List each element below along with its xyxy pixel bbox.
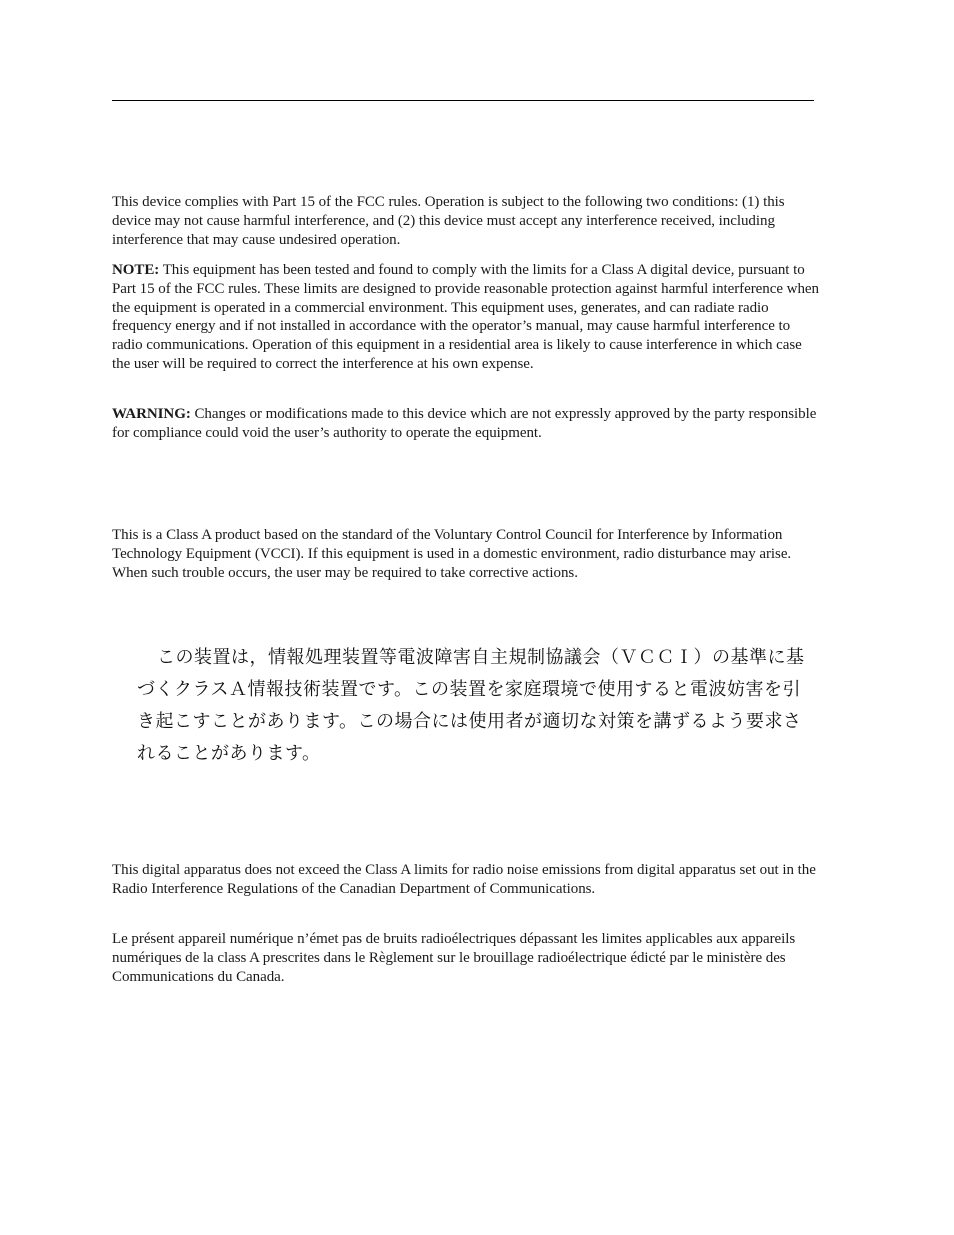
fcc-warning-paragraph [112,405,822,443]
fcc-compliance-paragraph: This device complies with Part 15 of the FCC rules. Operation is subject to the following two conditions: (1) this device may not cause harmful interference, and (2) this device must accept any interference received, including interference that may cause undesired operation. [112,194,785,248]
note-label: NOTE: [112,262,160,278]
fcc-note-paragraph [112,261,822,374]
warning-label: WARNING: [112,406,191,422]
canada-english-paragraph: This digital apparatus does not exceed the Class A limits for radio noise emissions from digital apparatus set out in the Radio Interference Regulations of the Canadian Department of Communications. [112,862,816,897]
header-rule [112,100,814,101]
vcci-english-paragraph: This is a Class A product based on the standard of the Voluntary Control Council for Interference by Information Technology Equipment (VCCI). If this equipment is used in a domestic environment, radio disturbance may arise. When such trouble occurs, the user may be required to take corrective actions. [112,527,792,581]
warning-text: Changes or modifications made to this device which are not expressly approved by the party responsible for compliance could void the user’s authority to operate the equipment. [112,406,817,441]
vcci-japanese-paragraph [137,642,817,770]
canada-french-paragraph: Le présent appareil numérique n’émet pas de bruits radioélectriques dépassant les limites applicables aux appareils numériques de la class A prescrites dans le Règlement sur le brouillage radioélectrique édicté par le ministère des Communications du Canada. [112,931,796,985]
vcci-japanese-text: この装置は，情報処理装置等電波障害自主規制協議会（ＶＣＣＩ）の基準に基づくクラスＡ情報技術装置です。この装置を家庭環境で使用すると電波妨害を引き起こすことがあります。この場合には使用者が適切な対策を講ずるよう要求されることがあります。 [137,647,805,764]
note-text: This equipment has been tested and found to comply with the limits for a Class A digital device, pursuant to Part 15 of the FCC rules. These limits are designed to provide reasonable protection against harmful interference when the equipment is operated in a commercial environment. This equipment uses, generates, and can radiate radio frequency energy and if not installed in accordance with the operator’s manual, may cause harmful interference to radio communications. Operation of this equipment in a residential area is likely to cause interference in which case the user will be required to correct the interference at his own expense. [112,262,819,372]
